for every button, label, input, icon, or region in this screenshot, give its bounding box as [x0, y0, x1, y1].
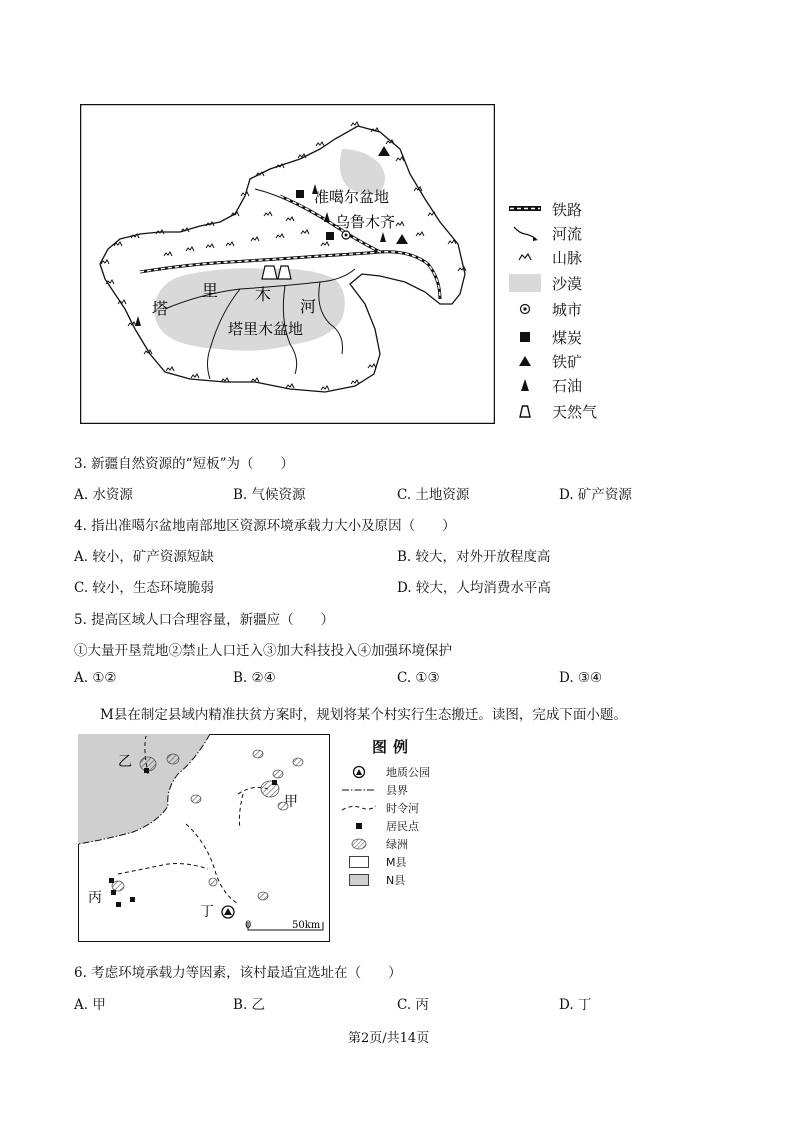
- q4-option-d[interactable]: D. 较大，人均消费水平高: [397, 580, 551, 596]
- intro-text: M县在制定县域内精准扶贫方案时，规划将某个村实行生态搬迁。读图，完成下面小题。: [100, 707, 627, 723]
- city-icon: [508, 299, 542, 319]
- question-4: 4. 指出准噶尔盆地南部地区资源环境承载力大小及原因（ ）: [74, 518, 456, 534]
- m-county-map: [78, 734, 330, 942]
- q3-option-d[interactable]: D. 矿产资源: [559, 487, 632, 503]
- legend-item: M县: [340, 854, 407, 870]
- settlement-icon: [340, 819, 378, 833]
- legend-item: 绿洲: [340, 836, 408, 852]
- legend-item: 天然气: [508, 400, 597, 422]
- page-number: 第2页/共14页: [348, 1031, 430, 1046]
- q4-option-b[interactable]: B. 较大，对外开放程度高: [397, 549, 551, 565]
- oasis-icon: [340, 837, 378, 851]
- tarim-basin-label: 塔里木盆地: [228, 320, 304, 338]
- site-jia-label: 甲: [284, 794, 298, 810]
- oil-icon: [508, 375, 542, 395]
- q6-option-b[interactable]: B. 乙: [233, 997, 266, 1013]
- legend-item: 地质公园: [340, 764, 430, 780]
- q6-option-a[interactable]: A. 甲: [74, 997, 106, 1013]
- question-5: 5. 提高区域人口合理容量，新疆应（ ）: [74, 612, 335, 628]
- tarim-river-char-ta: 塔: [152, 299, 169, 318]
- legend-item: 煤炭: [508, 326, 582, 348]
- q5-option-d[interactable]: D. ③④: [559, 670, 603, 686]
- county-border-icon: [340, 783, 378, 797]
- seasonal-river-icon: [340, 801, 378, 815]
- legend-item: 时令河: [340, 800, 419, 816]
- iron-ore-icon: [508, 351, 542, 371]
- m-county-map-legend: [340, 734, 450, 934]
- tarim-river-char-he: 河: [300, 297, 317, 316]
- site-bing-label: 丙: [88, 890, 102, 906]
- coal-icon: [508, 327, 542, 347]
- q5-option-b[interactable]: B. ②④: [233, 670, 276, 686]
- legend-title: 图例: [372, 738, 415, 756]
- mountain-icon: [508, 247, 542, 267]
- q4-option-a[interactable]: A. 较小，矿产资源短缺: [74, 549, 214, 565]
- natural-gas-icon: [508, 401, 542, 421]
- tarim-river-char-mu: 木: [255, 285, 272, 304]
- m-county-icon: [340, 855, 378, 869]
- q6-option-c[interactable]: C. 丙: [397, 997, 429, 1013]
- q5-option-c[interactable]: C. ①③: [397, 670, 440, 686]
- q3-option-b[interactable]: B. 气候资源: [233, 487, 306, 503]
- q4-option-c[interactable]: C. 较小，生态环境脆弱: [74, 580, 214, 596]
- legend-item: 石油: [508, 374, 582, 396]
- site-yi-label: 乙: [118, 754, 132, 770]
- q5-option-a[interactable]: A. ①②: [74, 670, 117, 686]
- scale-zero: 0: [245, 920, 252, 931]
- question-3: 3. 新疆自然资源的“短板”为（ ）: [74, 456, 294, 472]
- q6-option-d[interactable]: D. 丁: [559, 997, 592, 1013]
- legend-item: 县界: [340, 782, 408, 798]
- q5-choices: ①大量开垦荒地②禁止人口迁入③加大科技投入④加强环境保护: [74, 643, 452, 659]
- river-icon: [508, 223, 542, 243]
- urumqi-label: 乌鲁木齐: [335, 213, 396, 231]
- legend-item: 沙漠: [508, 272, 582, 294]
- railway-icon: [508, 199, 542, 219]
- legend-item: 居民点: [340, 818, 419, 834]
- site-ding-label: 丁: [200, 904, 214, 920]
- q3-option-a[interactable]: A. 水资源: [74, 487, 133, 503]
- legend-item: 铁矿: [508, 350, 582, 372]
- legend-item: 河流: [508, 222, 582, 244]
- legend-item: 山脉: [508, 246, 582, 268]
- xinjiang-resource-map: [80, 104, 495, 424]
- xinjiang-map-legend: [508, 198, 628, 426]
- geopark-icon: [340, 765, 378, 779]
- junggar-basin-label: 准噶尔盆地: [314, 188, 390, 206]
- n-county-icon: [340, 873, 378, 887]
- q3-option-c[interactable]: C. 土地资源: [397, 487, 470, 503]
- question-6: 6. 考虑环境承载力等因素，该村最适宜选址在（ ）: [74, 965, 402, 981]
- scale-distance: 50km: [292, 920, 321, 931]
- legend-item: 城市: [508, 298, 582, 320]
- legend-item: 铁路: [508, 198, 582, 220]
- desert-icon: [508, 273, 542, 293]
- tarim-river-char-li: 里: [202, 281, 219, 300]
- legend-item: N县: [340, 872, 405, 888]
